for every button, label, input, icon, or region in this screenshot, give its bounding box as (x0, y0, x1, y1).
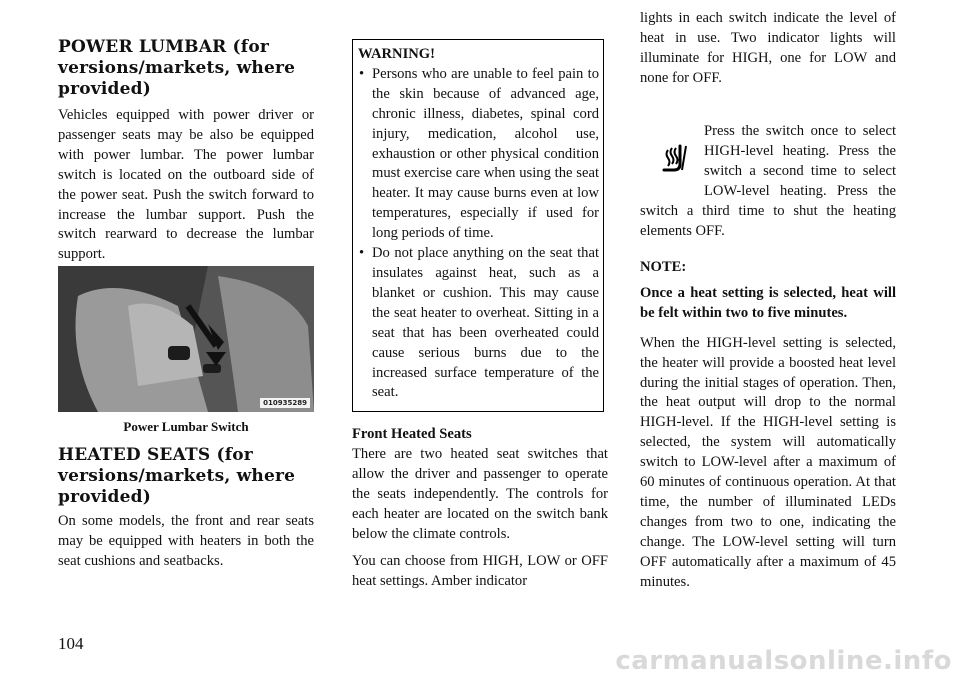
warning-item (358, 65, 599, 244)
bullet-icon: • (359, 245, 365, 262)
column-right-top (640, 9, 896, 89)
front-heated-p1: There are two heated seat switches that allow the driver and passenger to operate the seats independently. The controls for each heater are located on the switch bank below the climate controls. (352, 445, 608, 542)
front-heated-p4: When the HIGH-level setting is selected, the heater will provide a boosted heat level during the initial stages of operation. Then, the heat output will drop to the normal HIGH-level. If the HIGH-level setting is selected, the system will automatically switch to LOW-level after a maximum of 60 minutes of continuous operation. At that time, the number of illuminated LEDs changes from two to one, indicating the change. The LOW-level setting will turn OFF automatically after a maximum of 45 minutes. (640, 334, 896, 590)
heated-seats-heading: HEATED SEATS (for versions/markets, where provided) (58, 445, 296, 507)
front-heated-p2: You can choose from HIGH, LOW or OFF heat settings. Amber indicator (352, 553, 608, 590)
warning-title: WARNING! (358, 46, 436, 62)
seat-photo-illustration (58, 266, 314, 412)
bullet-icon: • (359, 65, 365, 82)
photo-caption: Power Lumbar Switch (123, 419, 249, 434)
watermark[interactable]: carmanualsonline.info (615, 646, 952, 676)
page-number: 104 (58, 634, 84, 653)
warning-item (358, 244, 599, 403)
column-middle-lower (352, 425, 608, 592)
warning-item-text: Persons who are unable to feel pain to the skin because of advanced age, chronic illness, diabetes, spinal cord injury, medication, alcohol use, exhaustion or other physical condition must exercise care when using the seat heater. It may cause burns even at low temperatures, especially if used for long periods of time. (372, 65, 599, 242)
column-right-icon-block (640, 122, 896, 241)
power-lumbar-photo (58, 266, 314, 412)
column-right-note (640, 258, 896, 593)
note-text: Once a heat setting is selected, heat will be felt within two to five minutes. (640, 284, 896, 321)
heated-seat-icon (658, 142, 694, 178)
warning-item-text: Do not place anything on the seat that insulates against heat, such as a blanket or cushion. This may cause the seat heater to overheat. Sitting in a seat that has been overheated could cause serious burns due to the increased surface temperature of the seat. (372, 245, 599, 401)
front-heated-p3-text: Press the switch once to select HIGH-level heating. Press the switch a second time to select LOW-level heating. Press the switch a third time to shut the heating elements OFF. (640, 123, 896, 239)
warning-box (352, 39, 604, 412)
heated-seats-body: On some models, the front and rear seats may be equipped with heaters in both the seat cushions and seatbacks. (58, 513, 314, 569)
column-left (58, 0, 314, 265)
note-label: NOTE: (640, 259, 687, 275)
image-code: 010935289 (260, 398, 310, 408)
front-heated-p2-continued (640, 9, 896, 89)
indicator-text: lights in each switch indicate the level of heat in use. Two indicator lights will illuminate for HIGH, one for LOW and none for OFF. (640, 10, 896, 86)
warning-list (358, 65, 599, 403)
power-lumbar-heading: POWER LUMBAR (for versions/markets, where provided) (58, 37, 296, 99)
front-heated-seats-heading: Front Heated Seats (352, 426, 472, 442)
power-lumbar-body: Vehicles equipped with power driver or passenger seats may be also be equipped with power lumbar. The power lumbar switch is located on the outboard side of the power seat. Push the switch forward to increase the lumbar support. Push the switch rearward to decrease the lumbar support. (58, 107, 314, 263)
column-left-lower (58, 419, 314, 572)
